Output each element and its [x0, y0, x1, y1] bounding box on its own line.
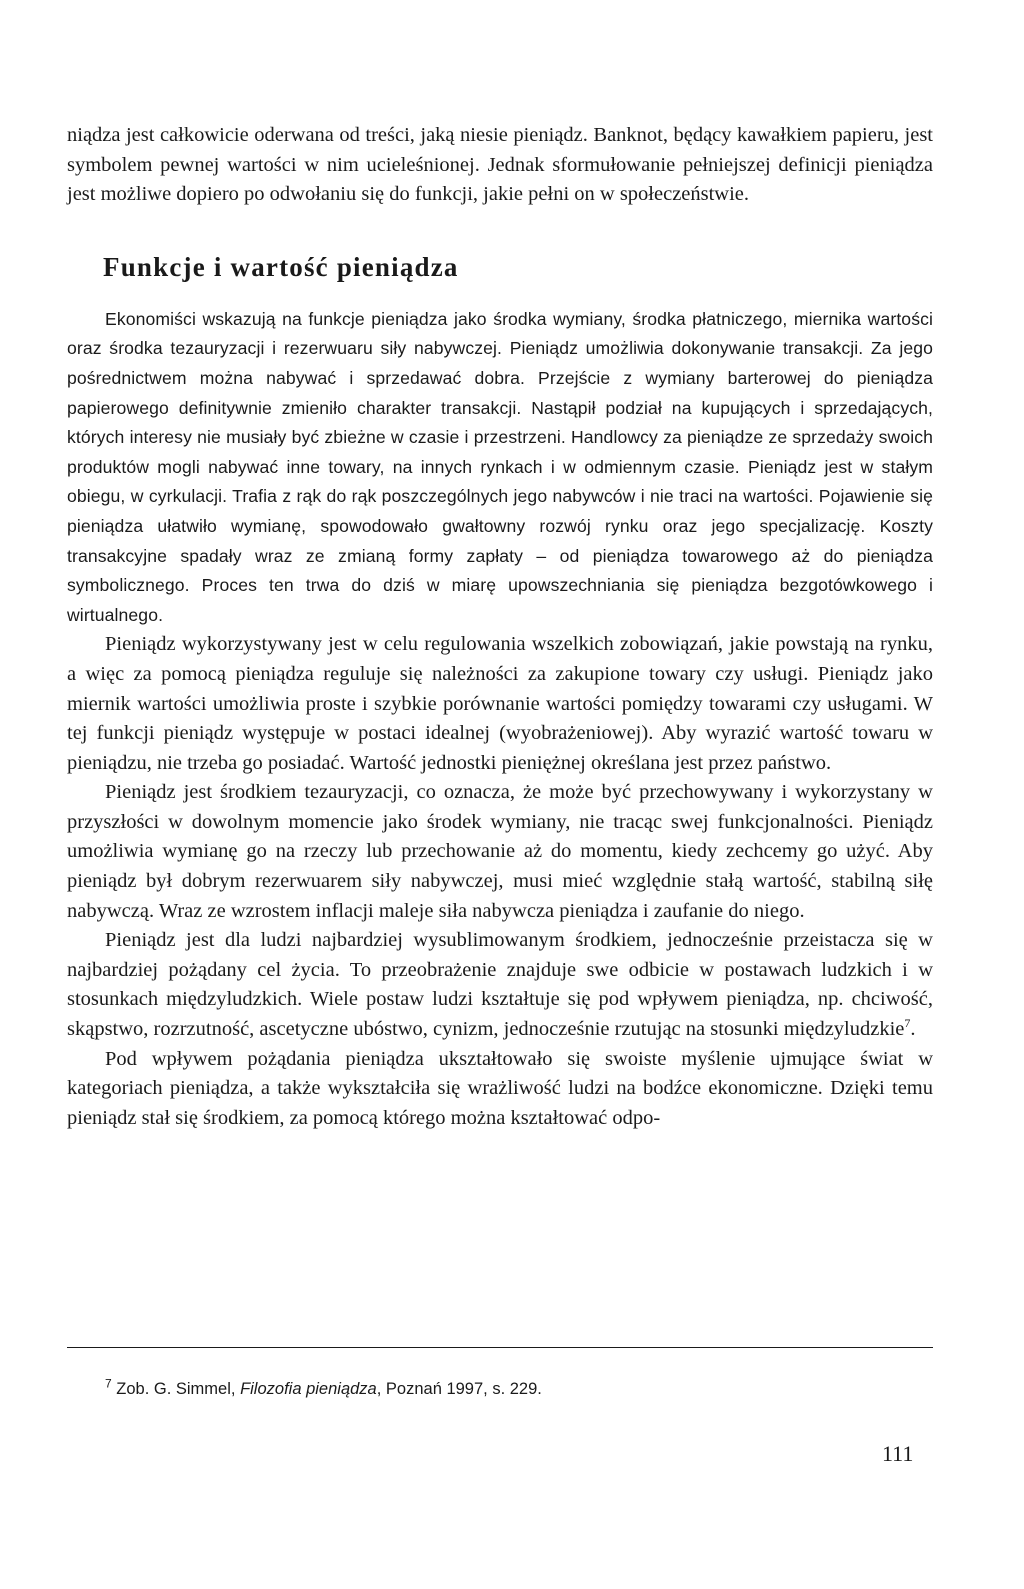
footnote-title: Filozofia pieniądza: [240, 1380, 377, 1398]
paragraph-attitudes-text: Pieniądz jest dla ludzi najbardziej wysublimowanym środkiem, jednocześnie przeistacza się w najbardziej pożądany cel życia. To przeobrażenie znajduje swe odbicie w postawach ludzkich i w stosunkach międzyludzkich. Wiele postaw ludzi kształtuje się pod wpływem pieniądza, np. chciwość, skąpstwo, rozrzutność, ascetyczne ubóstwo, cynizm, jednocześnie rzutując na stosunki międzyludzkie: [67, 929, 933, 1041]
paragraph-thinking: Pod wpływem pożądania pieniądza ukształtowało się swoiste myślenie ujmujące świat w kategoriach pieniądza, a także wykształciła się wrażliwość ludzi na bodźce ekonomiczne. Dzięki temu pieniądz stał się środkiem, za pomocą którego można kształtować odpo-: [67, 1047, 933, 1129]
footnote-divider: [67, 1347, 933, 1348]
page-body: [67, 121, 933, 1133]
footnote-prefix: Zob. G. Simmel,: [116, 1380, 241, 1398]
paragraph-functions: Ekonomiści wskazują na funkcje pieniądza jako środka wymiany, środka płatniczego, miernika wartości oraz środka tezauryzacji i rezerwuaru siły nabywczej. Pieniądz umożliwia dokonywanie transakcji. Za jego pośrednictwem można nabywać i sprzedawać dobra. Przejście z wymiany barterowej do pieniądza papierowego definitywnie zmieniło charakter transakcji. Nastąpił podział na kupujących i sprzedających, których interesy nie musiały być zbieżne w czasie i przestrzeni. Handlowcy za pieniądze ze sprzedaży swoich produktów mogli nabywać inne towary, na innych rynkach i w odmiennym czasie. Pieniądz jest w stałym obiegu, w cyrkulacji. Trafia z rąk do rąk poszczególnych jego nabywców i nie traci na wartości. Pojawienie się pieniądza ułatwiło wymianę, spowodowało gwałtowny rozwój rynku oraz jego specjalizację. Koszty transakcyjne spadały wraz ze zmianą formy zapłaty – od pieniądza towarowego aż do pieniądza symbolicznego. Proces ten trwa do dziś w miarę upowszechniania się pieniądza bezgotówkowego i wirtualnego.: [67, 308, 933, 625]
page-number: 111: [882, 1441, 914, 1466]
section-heading: Funkcje i wartość pieniądza: [103, 251, 459, 282]
footnote: [105, 1378, 542, 1400]
paragraph-tezauryzacja: Pieniądz jest środkiem tezauryzacji, co oznacza, że może być przechowywany i wykorzystany w przyszłości w dowolnym momencie jako środek wymiany, nie tracąc swej funkcjonalności. Pieniądz umożliwia wymianę go na rzeczy lub przechowanie aż do momentu, kiedy zechcemy go użyć. Aby pieniądz był dobrym rezerwuarem siły nabywczej, musi mieć względnie stałą wartość, stabilną siłę nabywczą. Wraz ze wzrostem inflacji maleje siła nabywcza pieniądza i zaufanie do niego.: [67, 781, 933, 922]
footnote-reference: 7: [904, 1016, 911, 1031]
footnote-number: 7: [105, 1376, 112, 1391]
paragraph-payment: Pieniądz wykorzystywany jest w celu regulowania wszelkich zobowiązań, jakie powstają na rynku, a więc za pomocą pieniądza reguluje się należności za zakupione towary czy usługi. Pieniądz jako miernik wartości umożliwia proste i szybkie porównanie wartości pomiędzy towarami czy usługami. W tej funkcji pieniądz występuje w postaci idealnej (wyobrażeniowej). Aby wyrazić wartość towaru w pieniądzu, nie trzeba go posiadać. Wartość jednostki pieniężnej określana jest przez państwo.: [67, 633, 933, 774]
paragraph-attitudes: Pieniądz jest dla ludzi najbardziej wysublimowanym środkiem, jednocześnie przeistacza się w najbardziej pożądany cel życia. To przeobrażenie znajduje swe odbicie w postawach ludzkich i w stosunkach międzyludzkich. Wiele postaw ludzi kształtuje się pod wpływem pieniądza, np. chciwość, skąpstwo, rozrzutność, ascetyczne ubóstwo, cynizm, jednocześnie rzutując na stosunki międzyludzkie$^7$.: [67, 929, 933, 1041]
intro-paragraph: niądza jest całkowicie oderwana od treści, jaką niesie pieniądz. Banknot, będący kawałkiem papieru, jest symbolem pewnej wartości w nim ucieleśnionej. Jednak sformułowanie pełniejszej definicji pieniądza jest możliwe dopiero po odwołaniu się do funkcji, jakie pełni on w społeczeństwie.: [67, 124, 933, 206]
footnote-suffix: , Poznań 1997, s. 229.: [376, 1380, 542, 1398]
